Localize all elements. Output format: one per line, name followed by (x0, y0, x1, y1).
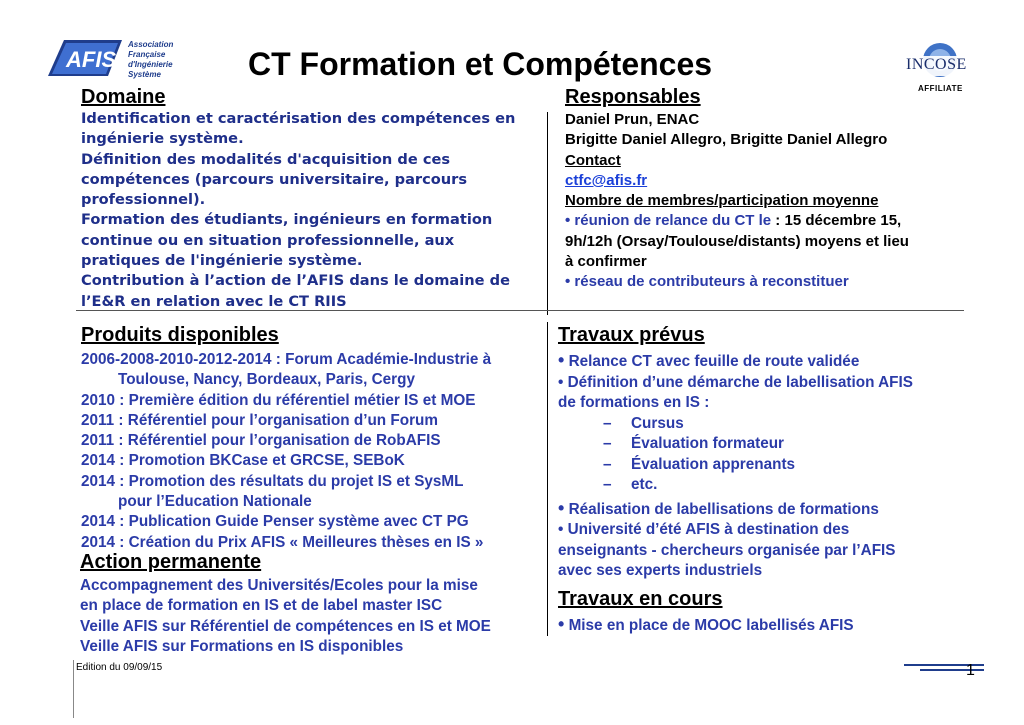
afis-logo-line-2: Française (128, 50, 166, 59)
afis-logo (44, 36, 184, 82)
travaux-prevus-heading: Travaux prévus (558, 324, 705, 346)
domaine-heading: Domaine (81, 86, 166, 108)
produit-item: 2010 : Première édition du référentiel métier IS et MOE (81, 391, 476, 409)
vertical-divider-top (547, 112, 548, 315)
reunion-detail: 9h/12h (Orsay/Toulouse/distants) moyens et lieu (565, 232, 909, 250)
incose-logo-word: INCOSE (906, 56, 967, 73)
domaine-line: compétences (parcours universitaire, parcours (81, 170, 468, 188)
travaux-cours-item: Mise en place de MOOC labellisés AFIS (568, 617, 854, 634)
domaine-text (81, 109, 515, 312)
bullet-icon: • (558, 497, 565, 518)
travaux-item: Réalisation de labellisations de formations (568, 500, 879, 518)
action-item: en place de formation en IS et de label master ISC (80, 597, 443, 615)
domaine-line: pratiques de l'ingénierie système. (81, 252, 363, 270)
travaux-prevus-list (558, 350, 913, 582)
dash-icon: – (603, 455, 612, 473)
responsables-text (565, 110, 909, 293)
action-heading: Action permanente (80, 551, 262, 573)
produit-item: pour l’Education Nationale (118, 493, 312, 511)
page-number: 1 (966, 662, 975, 679)
reunion-detail: : 15 décembre 15, (771, 212, 902, 230)
domaine-line: Contribution à l’action de l’AFIS dans le domaine de (81, 272, 510, 290)
travaux-subitem: etc. (631, 476, 658, 493)
domaine-line: ingénierie système. (81, 130, 244, 148)
responsables-heading: Responsables (565, 86, 701, 108)
travaux-item: de formations en IS : (558, 394, 710, 411)
domaine-line: Formation des étudiants, ingénieurs en formation (81, 211, 493, 229)
produit-item: 2014 : Publication Guide Penser système avec CT PG (81, 513, 469, 531)
produits-heading: Produits disponibles (81, 324, 279, 346)
domaine-line: l’E&R en relation avec le CT RIIS (81, 292, 347, 310)
produit-item: 2014 : Promotion des résultats du projet IS et SysML (81, 472, 464, 490)
produit-item: 2011 : Référentiel pour l’organisation de RobAFIS (81, 432, 441, 450)
action-list (80, 576, 491, 657)
dash-icon: – (603, 414, 612, 432)
bullet-icon: • (558, 350, 565, 370)
domaine-line: continue ou en situation professionnelle, aux (81, 231, 455, 249)
produits-list (81, 350, 491, 553)
travaux-subitem: Évaluation formateur (631, 435, 784, 452)
travaux-item: enseignants - chercheurs organisée par l’AFIS (558, 541, 896, 559)
travaux-subitem: Évaluation apprenants (631, 455, 796, 473)
travaux-item: • Définition d’une démarche de labellisation AFIS (558, 373, 913, 391)
responsable-name: Brigitte Daniel Allegro, Brigitte Daniel Allegro (565, 131, 888, 149)
footer-left-rule (73, 660, 74, 718)
vertical-divider-bottom (547, 322, 548, 636)
domaine-line: Définition des modalités d'acquisition de ces (81, 150, 451, 168)
travaux-subitem: Cursus (631, 414, 684, 432)
domaine-line: Identification et caractérisation des compétences en (81, 110, 516, 127)
contact-email-link[interactable]: ctfc@afis.fr (565, 171, 648, 189)
travaux-cours-list (558, 614, 854, 636)
afis-logo-icon (44, 36, 184, 82)
travaux-item: avec ses experts industriels (558, 562, 763, 579)
action-item: Veille AFIS sur Formations en IS disponibles (80, 637, 404, 655)
produit-item: Toulouse, Nancy, Bordeaux, Paris, Cergy (118, 371, 415, 389)
action-item: Veille AFIS sur Référentiel de compétences en IS et MOE (80, 617, 491, 635)
membres-label: Nombre de membres/participation moyenne (565, 192, 879, 210)
afis-logo-line-4: Système (128, 70, 161, 79)
responsable-name: Daniel Prun, ENAC (565, 111, 700, 128)
dash-icon: – (603, 476, 612, 493)
contact-label: Contact (565, 151, 621, 169)
incose-logo-affiliate: AFFILIATE (918, 84, 963, 93)
reunion-prefix: • réunion de relance du CT le (565, 212, 772, 230)
travaux-cours-heading: Travaux en cours (558, 588, 723, 610)
afis-logo-line-3: d'Ingénierie (128, 60, 173, 69)
domaine-line: professionnel). (81, 191, 206, 209)
reseau-item: • réseau de contributeurs à reconstituer (565, 273, 849, 291)
produit-item: 2014 : Promotion BKCase et GRCSE, SEBoK (81, 452, 405, 470)
edition-date: Edition du 09/09/15 (76, 662, 163, 673)
travaux-item: • Université d’été AFIS à destination des (558, 521, 850, 538)
action-item: Accompagnement des Universités/Ecoles pour la mise (80, 577, 478, 594)
afis-logo-line-1: Association (128, 40, 174, 49)
travaux-item: Relance CT avec feuille de route validée (568, 353, 860, 370)
afis-logo-word: AFIS (66, 47, 117, 72)
produit-item: 2011 : Référentiel pour l’organisation d’un Forum (81, 411, 438, 429)
produit-item: 2014 : Création du Prix AFIS « Meilleures thèses en IS » (81, 533, 484, 551)
produit-item: 2006-2008-2010-2012-2014 : Forum Académie-Industrie à (81, 351, 492, 368)
reunion-detail: à confirmer (565, 253, 647, 271)
page-title: CT Formation et Compétences (248, 46, 713, 82)
dash-icon: – (603, 435, 612, 452)
bullet-icon: • (558, 614, 565, 634)
